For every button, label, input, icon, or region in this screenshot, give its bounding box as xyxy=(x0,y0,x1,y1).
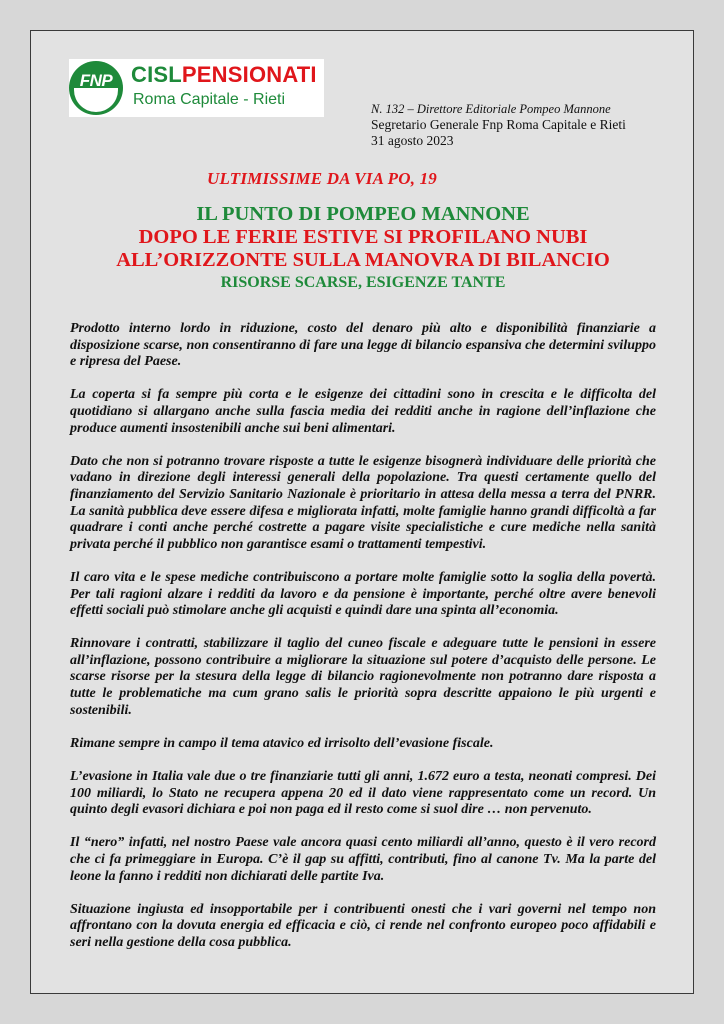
article-body xyxy=(70,321,656,968)
paragraph-1: Prodotto interno lordo in riduzione, costo del denaro più alto e disponibilità finanziarie a disposizione scarse, non consentiranno di fare una legge di bilancio espansiva che determini sviluppo e ripresa del Paese. xyxy=(70,321,656,370)
title-block xyxy=(31,203,695,294)
date-line: 31 agosto 2023 xyxy=(371,133,454,148)
paragraph-6: Rimane sempre in campo il tema atavico ed irrisolto dell’evasione fiscale. xyxy=(70,735,494,751)
masthead-info xyxy=(371,101,626,149)
paragraph-5: Rinnovare i contratti, stabilizzare il taglio del cuneo fiscale e adeguare tutte le pensioni in essere all’inflazione, possono contribuire a migliorare la situazione sul potere d’acquisto delle persone. Le scarse risorse per la stesura della legge di bilancio ragionevolmente non potranno dare risposta a tutte le problematiche ma cum grano salis le priorità sopra descritte appaiono le più urgenti e sostenibili. xyxy=(70,636,656,718)
document-page xyxy=(30,30,694,994)
paragraph-7: L’evasione in Italia vale due o tre finanziarie tutti gli anni, 1.672 euro a testa, neonati compresi. Dei 100 miliardi, lo Stato ne recupera appena 20 ed il dato viene rappresentato come un record. Un quinto degli evasori dichiara e poi non paga ed il resto come si suol dire … non pervenuto. xyxy=(70,769,656,818)
title-line-1: IL PUNTO DI POMPEO MANNONE xyxy=(196,203,530,225)
role-line: Segretario Generale Fnp Roma Capitale e Rieti xyxy=(371,117,626,132)
logo-title xyxy=(131,62,317,88)
paragraph-2: La coperta si fa sempre più corta e le esigenze dei cittadini sono in crescita e le difficolta del quotidiano si allargano anche sulla fascia media dei redditi anche in ragione dell’inflazione che produce aumenti insostenibili anche sui beni alimentari. xyxy=(70,387,656,436)
issue-line: N. 132 – Direttore Editoriale Pompeo Mannone xyxy=(371,102,611,116)
paragraph-4: Il caro vita e le spese mediche contribuiscono a portare molte famiglie sotto la soglia della povertà. Per tali ragioni alzare i redditi da lavoro e da pensione è importante, perché oltre avere benevoli effetti sociali può stimolare anche gli acquisti e quindi dare una spinta all’economia. xyxy=(70,569,656,619)
paragraph-8: Il “nero” infatti, nel nostro Paese vale ancora quasi cento miliardi all’anno, questo è il vero record che ci fa primeggiare in Europa. C’è il gap su affitti, contributi, fino al canone Tv. Ma la parte del leone la fanno i redditi non dichiarati delle partite Iva. xyxy=(70,835,656,884)
title-line-2: DOPO LE FERIE ESTIVE SI PROFILANO NUBI xyxy=(138,226,588,248)
paragraph-9: Situazione ingiusta ed insopportabile per i contribuenti onesti che i vari governi nel tempo non affrontano con la dovuta energia ed efficacia e ciò, ci rende nel confronto europeo poco affidabili e seri nella gestione della cosa pubblica. xyxy=(70,901,656,950)
logo-fnp-text: FNP xyxy=(79,71,113,90)
kicker-heading: ULTIMISSIME DA VIA PO, 19 xyxy=(207,169,438,188)
logo-subtitle: Roma Capitale - Rieti xyxy=(133,91,286,108)
paragraph-3: Dato che non si potranno trovare risposte a tutte le esigenze bisognerà individuare delle priorità che vadano in direzione degli interessi generali della popolazione. Tra questi certamente quello del finanziamento del Servizio Sanitario Nazionale è prioritario in attesa della messa a terra del PNRR. La sanità pubblica deve essere difesa e migliorata infatti, molte famiglie hanno grandi difficoltà a far quadrare i conti anche perché costrette a pagare visite specialistiche e cure mediche nella sanità privata perché il pubblico non garantisce esami o trattamenti tempestivi. xyxy=(70,453,656,552)
logo-cisl-text: CISL xyxy=(131,62,182,87)
fnp-cisl-logo xyxy=(69,59,324,117)
title-line-3: ALL’ORIZZONTE SULLA MANOVRA DI BILANCIO xyxy=(116,249,610,271)
subtitle: RISORSE SCARSE, ESIGENZE TANTE xyxy=(220,274,506,291)
logo-pensionati-text: PENSIONATI xyxy=(181,62,317,87)
